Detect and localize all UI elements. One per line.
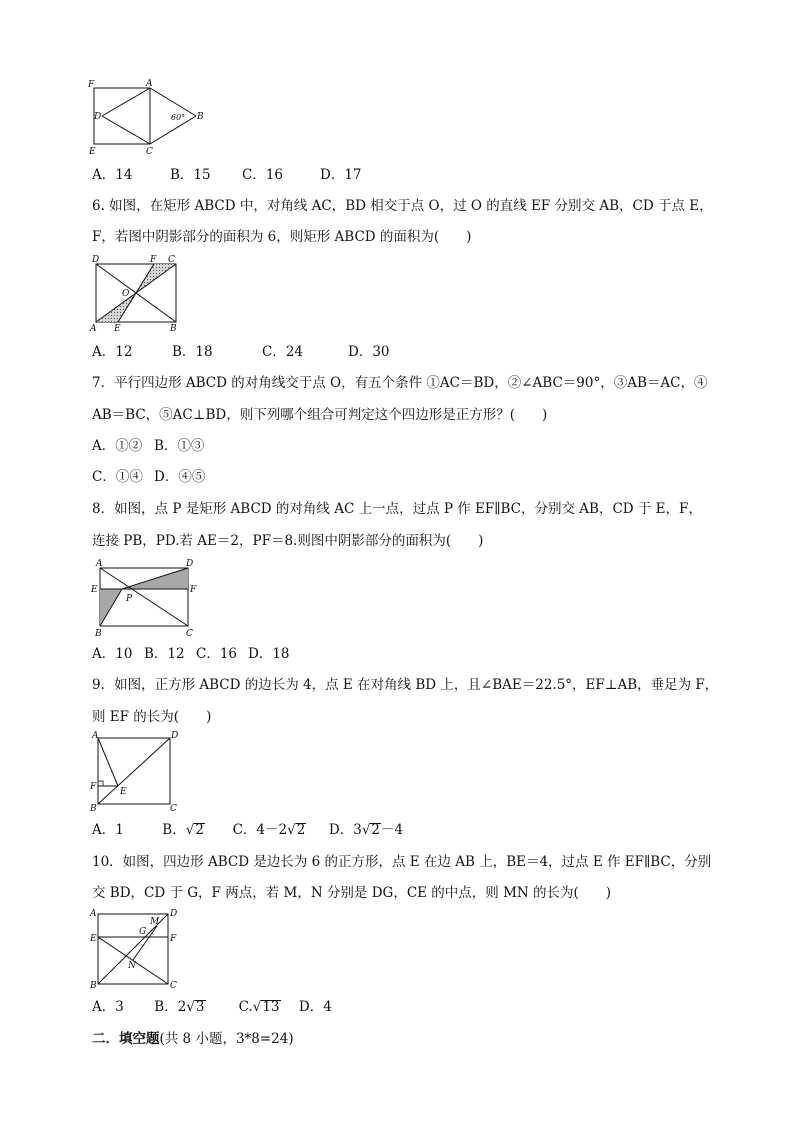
- q8-option-b: B．12: [144, 646, 185, 662]
- q10-option-d: D．4: [298, 999, 332, 1015]
- q6-text-line1: 6. 如图，在矩形 ABCD 中，对角线 AC，BD 相交于点 O，过 O 的直线 EF 分别交 AB，CD 于点 E，: [92, 198, 713, 214]
- q10-label-n: N: [128, 961, 136, 971]
- q8-label-p: P: [126, 594, 133, 604]
- q7-option-a: A．①②: [92, 438, 143, 454]
- q5-label-c: C: [146, 147, 153, 157]
- q10-figure: [86, 904, 186, 990]
- q7-option-c: C．①④: [92, 469, 143, 485]
- q10-label-f: F: [170, 934, 177, 944]
- q10-label-c: C: [170, 981, 177, 990]
- q9-label-f: F: [90, 782, 97, 792]
- q7-option-d: D．④⑤: [154, 469, 206, 485]
- q9-option-a: A．1: [92, 822, 124, 838]
- q6-label-b: B: [170, 324, 177, 334]
- q5-angle-label: 60°: [171, 113, 186, 122]
- q9-option-d: D．3√2－4: [328, 822, 404, 838]
- q5-label-a: A: [146, 79, 153, 89]
- q5-option-b: B．15: [170, 167, 211, 183]
- q9-text-line1: 9．如图，正方形 ABCD 的边长为 4，点 E 在对角线 BD 上，且∠BAE＝22.5°，EF⊥AB，垂足为 F，: [92, 677, 719, 693]
- q5-label-f: F: [88, 80, 95, 90]
- q6-label-d: D: [92, 255, 100, 265]
- q8-label-c: C: [186, 629, 193, 639]
- q10-text-line2: 交 BD，CD 于 G，F 两点，若 M，N 分别是 DG，CE 的中点，则 MN 的长为( ): [92, 885, 612, 901]
- q8-option-a: A．10: [92, 646, 133, 662]
- q9-options: [92, 821, 403, 839]
- q6-option-b: B．18: [172, 344, 213, 360]
- q8-label-e: E: [91, 585, 98, 595]
- q5-label-e: E: [89, 147, 96, 157]
- q5-options: [92, 166, 362, 184]
- q9-label-b: B: [90, 804, 97, 814]
- q7-options-row2: [92, 468, 205, 486]
- q6-option-a: A．12: [92, 344, 133, 360]
- q9-label-e: E: [120, 787, 127, 797]
- q8-option-c: C．16: [196, 646, 238, 662]
- q7-options-row1: [92, 437, 204, 455]
- q5-figure: [86, 78, 216, 158]
- q10-option-a: A．3: [92, 999, 124, 1015]
- q8-figure: [86, 558, 206, 640]
- q8-label-a: A: [96, 559, 103, 569]
- q9-text-line2: 则 EF 的长为( ): [92, 709, 212, 725]
- q6-label-c: C: [168, 255, 175, 265]
- q6-options: [92, 343, 390, 361]
- q10-label-e: E: [90, 934, 97, 944]
- q10-label-b: B: [90, 981, 97, 990]
- q8-options: [92, 645, 290, 663]
- q9-option-c: C．4－2√2: [232, 822, 306, 838]
- q8-text-line2: 连接 PB，PD.若 AE＝2，PF＝8.则图中阴影部分的面积为( ): [92, 533, 484, 549]
- q9-label-d: D: [171, 731, 179, 741]
- q10-label-g: G: [139, 927, 147, 937]
- q6-label-e: E: [114, 324, 121, 334]
- q6-label-a: A: [90, 324, 97, 334]
- q5-option-d: D．17: [320, 167, 362, 183]
- q10-label-d: D: [170, 909, 178, 919]
- q10-label-m: M: [150, 917, 160, 927]
- section2-title: 二．填空题: [92, 1031, 160, 1047]
- q9-figure: [86, 728, 186, 814]
- section2-heading: [92, 1030, 294, 1048]
- q6-figure: [86, 254, 186, 334]
- q7-option-b: B．①③: [154, 438, 205, 454]
- q9-label-c: C: [170, 804, 177, 814]
- q8-text-line1: 8．如图，点 P 是矩形 ABCD 的对角线 AC 上一点，过点 P 作 EF∥BC，分别交 AB，CD 于 E，F，: [92, 501, 702, 517]
- q10-text-line1: 10．如图，四边形 ABCD 是边长为 6 的正方形，点 E 在边 AB 上，BE＝4，过点 E 作 EF∥BC，分别: [92, 854, 712, 870]
- q7-text-line2: AB＝BC，⑤AC⊥BD，则下列哪个组合可判定这个四边形是正方形？( ): [92, 407, 548, 423]
- q5-label-b: B: [197, 112, 204, 122]
- q10-option-b: B．2√3: [154, 999, 205, 1015]
- q10-option-c: C.√13: [238, 999, 280, 1015]
- q8-label-d: D: [186, 559, 194, 569]
- q8-option-d: D．18: [248, 646, 290, 662]
- q8-label-f: F: [190, 585, 197, 595]
- q6-label-f: F: [150, 255, 157, 265]
- q9-option-b: B．√2: [162, 822, 204, 838]
- q6-text-line2: F，若图中阴影部分的面积为 6，则矩形 ABCD 的面积为( ): [92, 229, 472, 245]
- q5-option-a: A．14: [92, 167, 133, 183]
- q10-options: [92, 998, 332, 1016]
- q5-option-c: C．16: [242, 167, 284, 183]
- q9-label-a: A: [92, 731, 99, 741]
- q6-option-c: C．24: [262, 344, 304, 360]
- q6-label-o: O: [122, 289, 130, 299]
- q8-label-b: B: [95, 629, 102, 639]
- q5-label-d: D: [94, 112, 102, 122]
- q7-text-line1: 7．平行四边形 ABCD 的对角线交于点 O，有五个条件 ①AC＝BD，②∠ABC＝90°，③AB＝AC，④: [92, 375, 708, 391]
- q6-option-d: D．30: [348, 344, 390, 360]
- section2-note: (共 8 小题，3*8=24): [159, 1031, 294, 1047]
- q10-label-a: A: [90, 909, 97, 919]
